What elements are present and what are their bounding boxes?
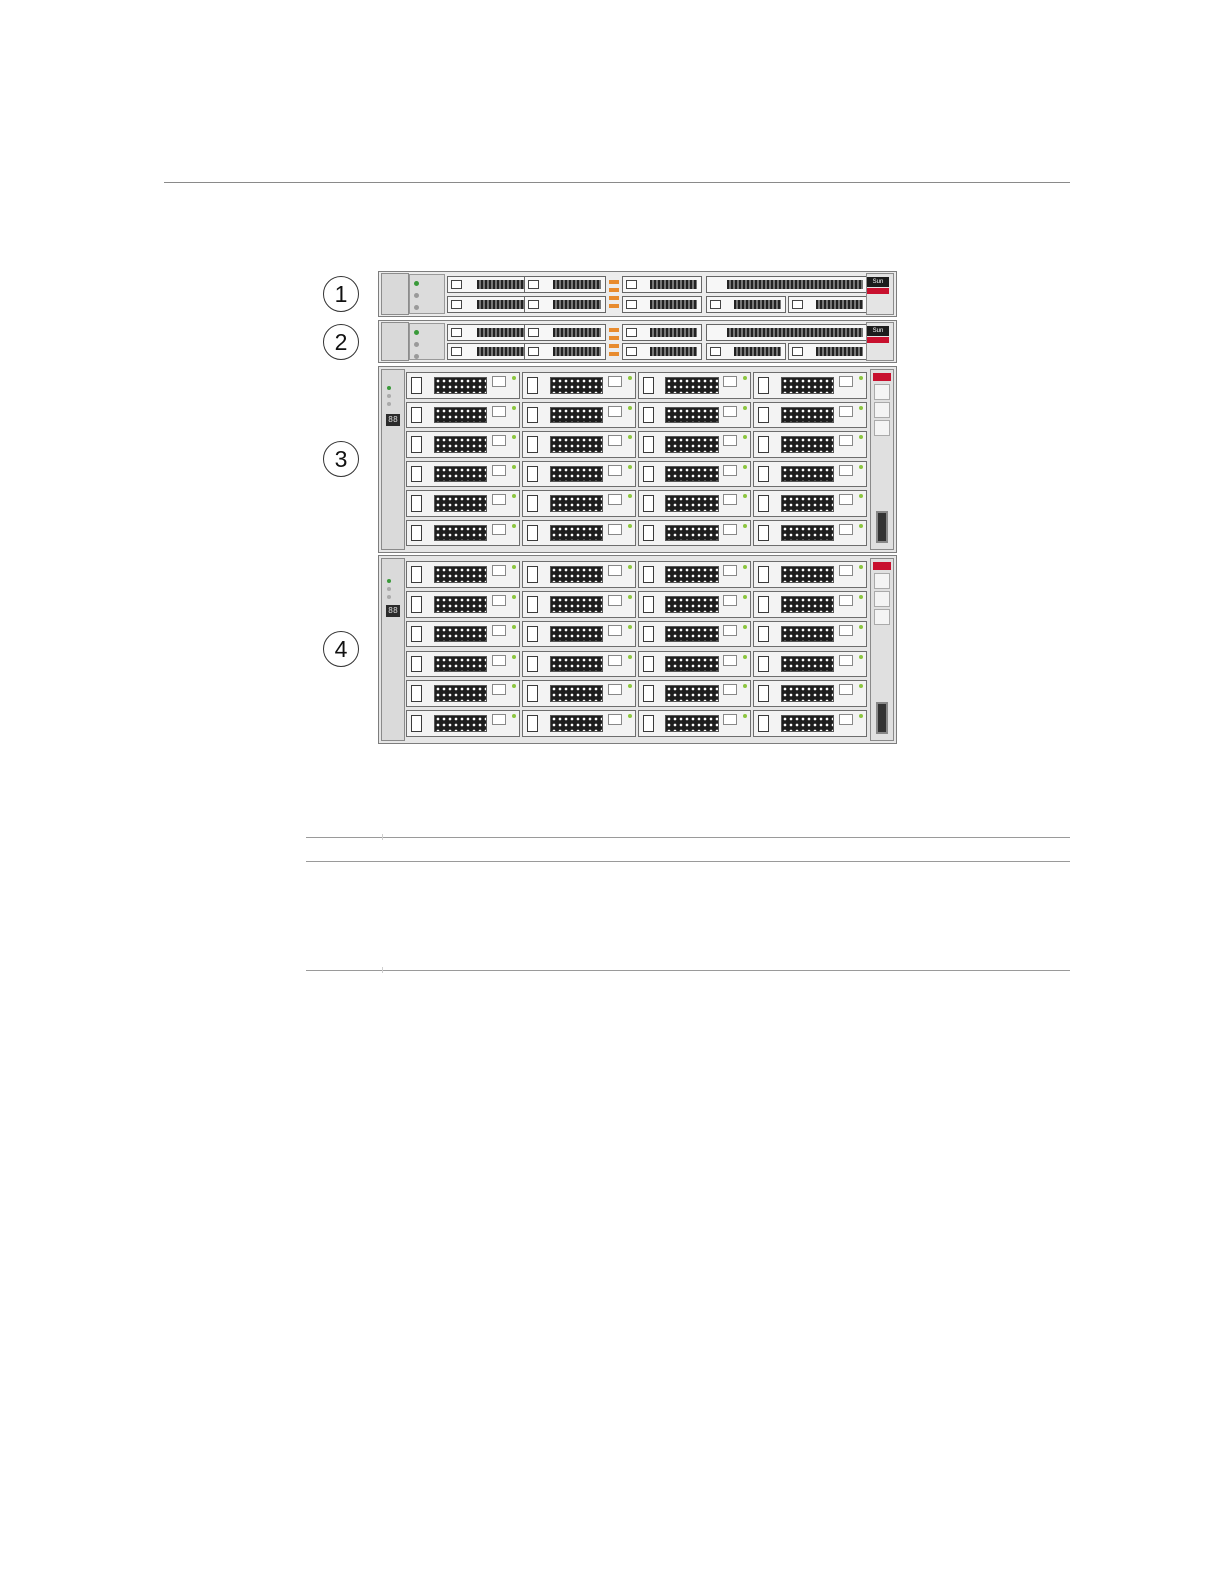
drive-row xyxy=(406,590,869,619)
drive-slot xyxy=(788,296,868,313)
hard-drive xyxy=(522,431,636,458)
drive-slot xyxy=(706,343,786,360)
hard-drive xyxy=(522,621,636,648)
hard-drive xyxy=(406,372,520,399)
drive-slot xyxy=(447,296,531,313)
hard-drive xyxy=(522,372,636,399)
shelf-handle xyxy=(876,511,888,543)
hard-drive xyxy=(638,591,752,618)
server-ear-right xyxy=(866,322,894,361)
server-control-panel xyxy=(409,323,445,360)
shelf-status-panel xyxy=(381,369,405,550)
hard-drive xyxy=(522,591,636,618)
callout-4: 4 xyxy=(323,631,359,667)
hard-drive xyxy=(522,402,636,429)
drive-row xyxy=(406,430,869,459)
hard-drive xyxy=(522,490,636,517)
shelf-id-display: 88 xyxy=(386,605,400,617)
hard-drive xyxy=(406,461,520,488)
drive-row xyxy=(406,560,869,589)
drive-row xyxy=(406,679,869,708)
server-ear-right xyxy=(866,273,894,315)
drive-slot xyxy=(524,324,606,341)
server-ear-left xyxy=(381,322,409,361)
drive-row xyxy=(406,401,869,430)
header-rule xyxy=(164,182,1070,183)
storage-shelf-4 xyxy=(378,555,897,744)
hard-drive xyxy=(753,402,867,429)
hard-drive xyxy=(638,621,752,648)
hard-drive xyxy=(638,651,752,678)
drive-slot xyxy=(447,276,531,293)
shelf-id-display: 88 xyxy=(386,414,400,426)
hard-drive xyxy=(406,561,520,588)
table-header-rule xyxy=(306,861,1070,862)
hard-drive xyxy=(406,431,520,458)
hard-drive xyxy=(406,680,520,707)
hard-drive xyxy=(406,591,520,618)
server-ear-left xyxy=(381,273,409,315)
hard-drive xyxy=(638,431,752,458)
hard-drive xyxy=(753,680,867,707)
drive-slot xyxy=(524,343,606,360)
hard-drive xyxy=(638,680,752,707)
drive-row xyxy=(406,371,869,400)
hard-drive xyxy=(753,710,867,737)
hard-drive xyxy=(638,520,752,547)
hard-drive xyxy=(522,651,636,678)
shelf-handle xyxy=(876,702,888,734)
drive-row xyxy=(406,489,869,518)
table-top-rule xyxy=(306,837,1070,838)
oracle-logo xyxy=(873,373,891,381)
hard-drive xyxy=(638,561,752,588)
hard-drive xyxy=(406,710,520,737)
drive-slot xyxy=(622,343,702,360)
hard-drive xyxy=(638,490,752,517)
hard-drive xyxy=(522,680,636,707)
hard-drive xyxy=(753,372,867,399)
callout-2: 2 xyxy=(323,324,359,360)
hard-drive xyxy=(406,621,520,648)
drive-row xyxy=(406,620,869,649)
hard-drive xyxy=(753,461,867,488)
drive-slot xyxy=(622,296,702,313)
oracle-logo xyxy=(873,562,891,570)
dvd-bay xyxy=(706,276,868,293)
drive-slot xyxy=(622,276,702,293)
server-control-panel xyxy=(409,274,445,314)
table-bottom-rule xyxy=(306,970,1070,971)
hard-drive xyxy=(406,651,520,678)
hard-drive xyxy=(638,710,752,737)
server-1 xyxy=(378,271,897,317)
server-2 xyxy=(378,320,897,363)
hard-drive xyxy=(406,402,520,429)
drive-slot xyxy=(788,343,868,360)
hard-drive xyxy=(406,520,520,547)
drive-slot xyxy=(706,296,786,313)
hard-drive xyxy=(406,490,520,517)
shelf-label-panel xyxy=(870,369,894,550)
hard-drive xyxy=(753,621,867,648)
hard-drive xyxy=(522,461,636,488)
hard-drive xyxy=(753,490,867,517)
sun-logo: Sun xyxy=(867,277,889,287)
drive-slot xyxy=(524,276,606,293)
callout-1: 1 xyxy=(323,276,359,312)
drive-row xyxy=(406,709,869,738)
hard-drive xyxy=(753,431,867,458)
shelf-status-panel xyxy=(381,558,405,741)
drive-slot xyxy=(447,324,531,341)
hard-drive xyxy=(753,561,867,588)
drive-slot xyxy=(447,343,531,360)
shelf-label-panel xyxy=(870,558,894,741)
drive-row xyxy=(406,460,869,489)
hard-drive xyxy=(753,591,867,618)
dvd-bay xyxy=(706,324,868,341)
hard-drive xyxy=(522,710,636,737)
callout-3: 3 xyxy=(323,441,359,477)
drive-slot xyxy=(524,296,606,313)
hard-drive xyxy=(638,402,752,429)
sun-logo: Sun xyxy=(867,326,889,336)
drive-slot xyxy=(622,324,702,341)
hard-drive xyxy=(753,651,867,678)
hard-drive xyxy=(522,561,636,588)
drive-row xyxy=(406,519,869,548)
hard-drive xyxy=(638,372,752,399)
hard-drive xyxy=(753,520,867,547)
hard-drive xyxy=(522,520,636,547)
storage-shelf-3 xyxy=(378,366,897,553)
drive-row xyxy=(406,650,869,679)
hard-drive xyxy=(638,461,752,488)
